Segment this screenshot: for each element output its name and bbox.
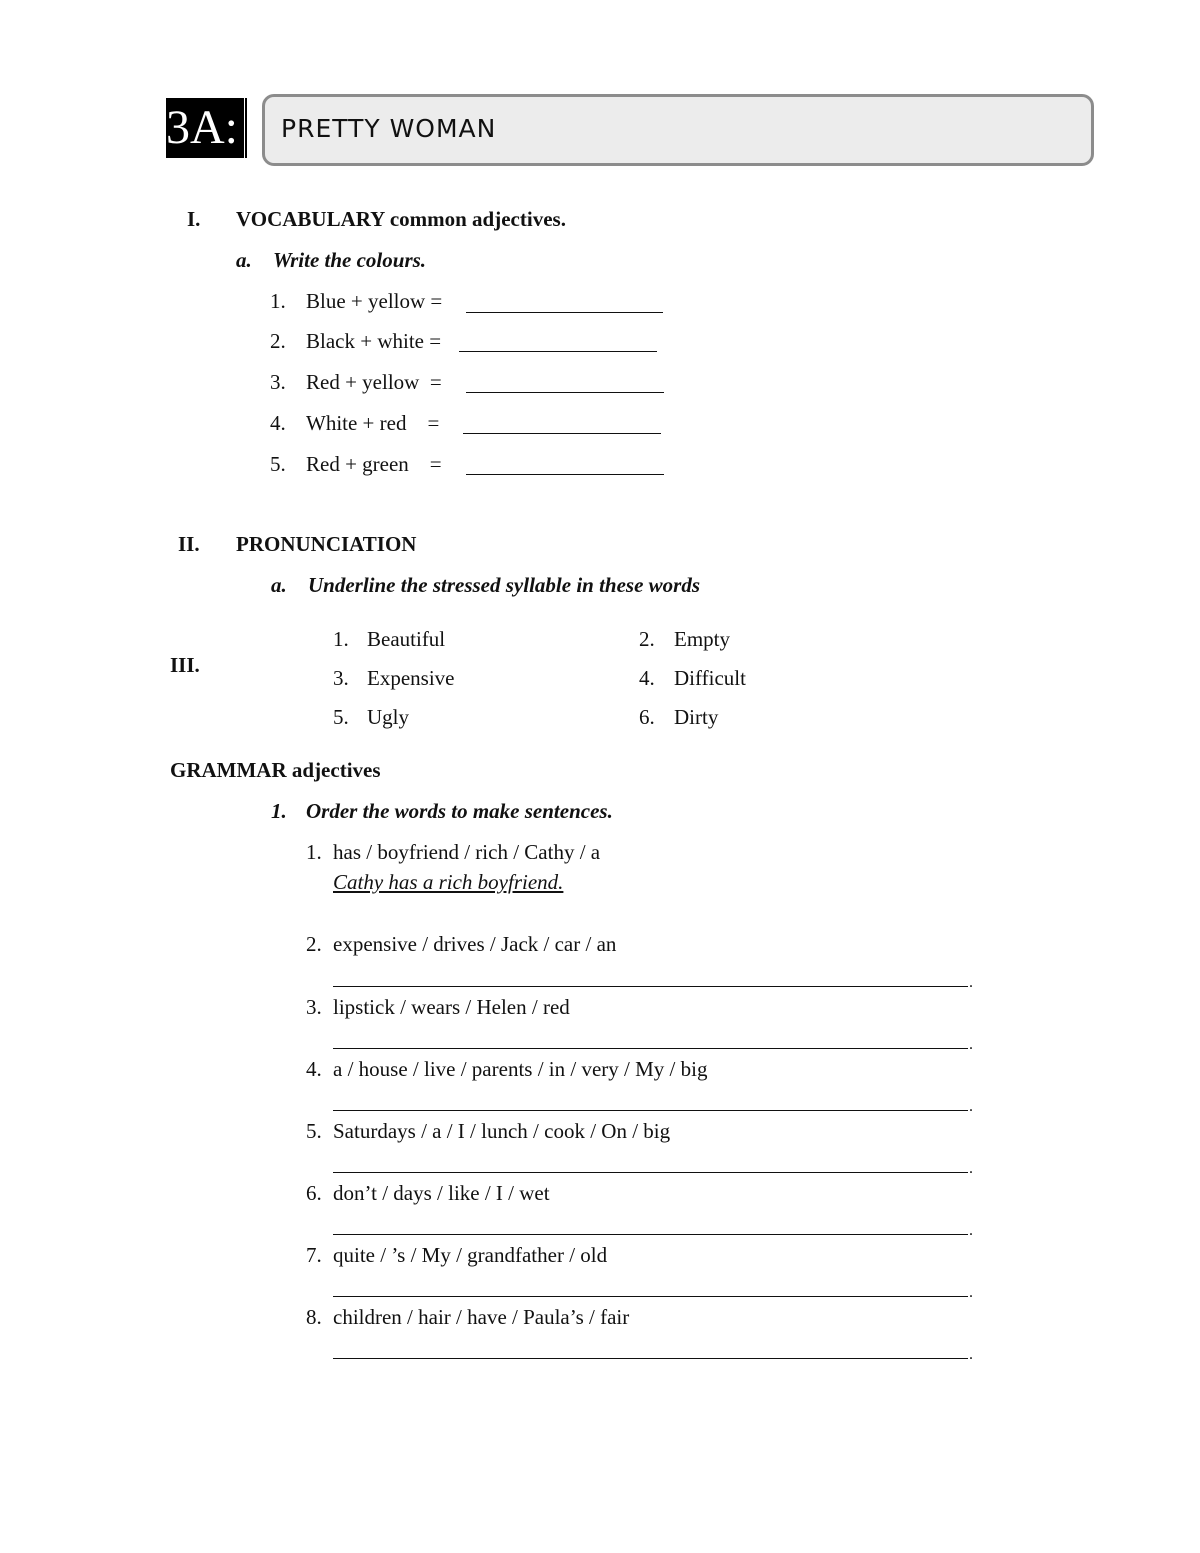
vocab-item-text: Black + white = [306, 329, 442, 353]
word-item[interactable]: Difficult [674, 666, 746, 690]
line-end-period: . [969, 1284, 973, 1301]
word-item[interactable]: Ugly [367, 705, 409, 729]
grammar-answer-line[interactable] [333, 1296, 968, 1297]
grammar-answer-line[interactable] [333, 1172, 968, 1173]
section-heading-vocabulary: VOCABULARY common adjectives. [236, 207, 566, 231]
grammar-item-number: 6. [306, 1181, 322, 1205]
line-end-period: . [969, 1222, 973, 1239]
word-number: 3. [333, 666, 349, 690]
word-number: 5. [333, 705, 349, 729]
word-number: 4. [639, 666, 655, 690]
word-item[interactable]: Dirty [674, 705, 719, 729]
line-end-period: . [969, 1160, 973, 1177]
vocab-item-number: 4. [270, 411, 286, 435]
grammar-item-prompt: a / house / live / parents / in / very / My / big [333, 1057, 708, 1081]
grammar-item-prompt: lipstick / wears / Helen / red [333, 995, 570, 1019]
section-numeral-pronunciation: II. [178, 532, 200, 556]
section-numeral-grammar: III. [170, 653, 200, 677]
vocab-answer-line[interactable] [466, 474, 664, 475]
grammar-answer-line[interactable] [333, 1358, 968, 1359]
grammar-example-answer: Cathy has a rich boyfriend. [333, 870, 564, 894]
vocabulary-sub-label: a. [236, 248, 252, 272]
grammar-item-prompt: expensive / drives / Jack / car / an [333, 932, 617, 956]
vocab-item-number: 1. [270, 289, 286, 313]
vocab-item-text: Red + yellow = [306, 370, 442, 394]
word-item[interactable]: Expensive [367, 666, 455, 690]
grammar-instruction: Order the words to make sentences. [306, 799, 613, 823]
vocab-item-text: Red + green = [306, 452, 442, 476]
section-numeral-vocabulary: I. [187, 207, 201, 231]
grammar-sub-label: 1. [271, 799, 287, 823]
pronunciation-instruction: Underline the stressed syllable in these words [308, 573, 701, 597]
word-number: 1. [333, 627, 349, 651]
badge-divider [245, 98, 247, 158]
vocab-answer-line[interactable] [463, 433, 661, 434]
vocabulary-instruction: Write the colours. [273, 248, 427, 272]
word-number: 6. [639, 705, 655, 729]
grammar-item-prompt: has / boyfriend / rich / Cathy / a [333, 840, 601, 864]
grammar-item-prompt: children / hair / have / Paula’s / fair [333, 1305, 630, 1329]
vocab-answer-line[interactable] [466, 312, 663, 313]
lesson-badge-text: 3A: [166, 101, 238, 154]
vocab-item-text: White + red = [306, 411, 440, 435]
grammar-item-number: 8. [306, 1305, 322, 1329]
vocab-item-number: 3. [270, 370, 286, 394]
grammar-item-number: 1. [306, 840, 322, 864]
line-end-period: . [969, 1346, 973, 1363]
grammar-item-prompt: Saturdays / a / I / lunch / cook / On / big [333, 1119, 671, 1143]
grammar-item-number: 7. [306, 1243, 322, 1267]
grammar-answer-line[interactable] [333, 986, 968, 987]
vocab-item-number: 2. [270, 329, 286, 353]
word-item[interactable]: Empty [674, 627, 730, 651]
section-heading-grammar: GRAMMAR adjectives [170, 758, 381, 782]
word-item[interactable]: Beautiful [367, 627, 446, 651]
vocab-answer-line[interactable] [459, 351, 657, 352]
vocab-item-number: 5. [270, 452, 286, 476]
grammar-item-number: 5. [306, 1119, 322, 1143]
grammar-item-prompt: don’t / days / like / I / wet [333, 1181, 550, 1205]
line-end-period: . [969, 1098, 973, 1115]
grammar-item-number: 2. [306, 932, 322, 956]
pronunciation-sub-label: a. [271, 573, 287, 597]
vocab-answer-line[interactable] [466, 392, 664, 393]
grammar-answer-line[interactable] [333, 1048, 968, 1049]
line-end-period: . [969, 1036, 973, 1053]
grammar-answer-line[interactable] [333, 1110, 968, 1111]
grammar-answer-line[interactable] [333, 1234, 968, 1235]
lesson-badge [166, 98, 244, 158]
section-heading-pronunciation: PRONUNCIATION [236, 532, 417, 556]
grammar-item-number: 3. [306, 995, 322, 1019]
line-end-period: . [969, 974, 973, 991]
grammar-item-prompt: quite / ’s / My / grandfather / old [333, 1243, 608, 1267]
vocab-item-text: Blue + yellow = [306, 289, 443, 313]
word-number: 2. [639, 627, 655, 651]
grammar-item-number: 4. [306, 1057, 322, 1081]
page-title: PRETTY WOMAN [281, 114, 497, 143]
